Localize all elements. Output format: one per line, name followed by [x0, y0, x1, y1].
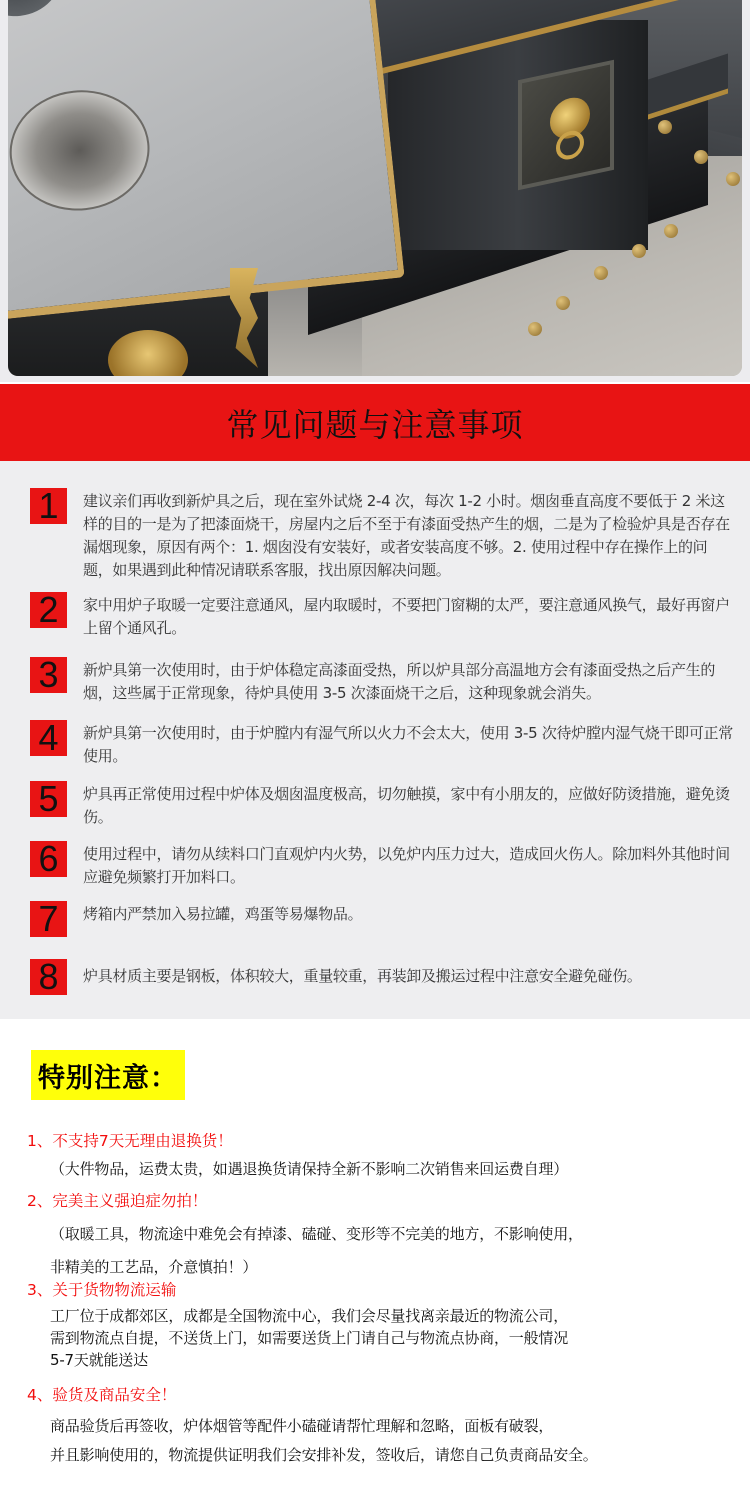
rivet-icon: [658, 120, 672, 134]
note-heading: 2、完美主义强迫症勿拍！: [27, 1192, 208, 1210]
note-body: [50, 1158, 568, 1179]
number-badge: 2: [30, 592, 67, 628]
note-line: 工厂位于成都郊区，成都是全国物流中心，我们会尽量找离亲最近的物流公司，: [50, 1307, 569, 1325]
product-photo-frame: [0, 0, 750, 382]
rivet-icon: [556, 296, 570, 310]
note-body: [50, 1218, 583, 1284]
note-heading: 1、不支持7天无理由退换货！: [27, 1132, 233, 1150]
rivet-icon: [632, 244, 646, 258]
photo-fire-door: [518, 60, 614, 190]
faq-item: [30, 956, 736, 997]
note-body: [50, 1412, 598, 1470]
faq-text: 建议亲们再收到新炉具之后，现在室外试烧 2-4 次，每次 1-2 小时。烟囱垂直高度不要低于 2 米这样的目的一是为了把漆面烧干，房屋内之后不至于有漆面受热产生的烟，二是为了检验炉具是否存在漏烟现象，原因有两个：1. 烟囱没有安装好，或者安装高度不够。2. 使用过程中存在操作上的问题，如果遇到此种情况请联系客服，找出原因解决问题。: [83, 492, 730, 579]
special-notice-title: 特别注意：: [38, 1062, 178, 1094]
faq-text: 新炉具第一次使用时，由于炉膛内有湿气所以火力不会太大，使用 3-5 次待炉膛内湿气烧干即可正常使用。: [83, 724, 733, 765]
number-badge: 7: [30, 901, 67, 937]
rivet-icon: [694, 150, 708, 164]
faq-header: [0, 384, 750, 461]
rivet-icon: [664, 224, 678, 238]
faq-text: 烤箱内严禁加入易拉罐，鸡蛋等易爆物品。: [83, 905, 363, 923]
special-notes: [0, 1019, 750, 1500]
photo-stove-panel: [8, 0, 405, 321]
faq-text: 使用过程中，请勿从续料口门直观炉内火势，以免炉内压力过大，造成回火伤人。除加料外其他时间应避免频繁打开加料口。: [83, 845, 730, 886]
note-line: （大件物品，运费太贵，如遇退换货请保持全新不影响二次销售来回运费自理）: [50, 1160, 569, 1178]
number-badge: 5: [30, 781, 67, 817]
faq-text: 新炉具第一次使用时，由于炉体稳定高漆面受热，所以炉具部分高温地方会有漆面受热之后产生的烟，这些属于正常现象，待炉具使用 3-5 次漆面烧干之后，这种现象就会消失。: [83, 661, 716, 702]
faq-item: [30, 717, 736, 768]
faq-list: [0, 461, 750, 1019]
note-line: 5-7天就能送达: [50, 1351, 148, 1369]
note-heading: 3、关于货物物流运输: [27, 1281, 177, 1299]
number-badge: 4: [30, 720, 67, 756]
note-line: （取暖工具，物流途中难免会有掉漆、磕碰、变形等不完美的地方，不影响使用，: [50, 1225, 583, 1243]
note-line: 需到物流点自提，不送货上门，如需要送货上门请自己与物流点协商，一般情况: [50, 1329, 569, 1347]
faq-item: [30, 898, 736, 939]
rivet-icon: [594, 266, 608, 280]
faq-text: 家中用炉子取暖一定要注意通风，屋内取暖时，不要把门窗糊的太严，要注意通风换气，最好再窗户上留个通风孔。: [83, 596, 730, 637]
note-line: 非精美的工艺品，介意慎拍！）: [50, 1258, 258, 1276]
faq-item: [30, 654, 736, 705]
number-badge: 8: [30, 959, 67, 995]
note-heading: 4、验货及商品安全！: [27, 1386, 177, 1404]
rivet-icon: [528, 322, 542, 336]
photo-burner-hole: [8, 0, 65, 21]
faq-item: [30, 778, 736, 829]
number-badge: 3: [30, 657, 67, 693]
rivet-icon: [726, 172, 740, 186]
special-notice-badge: [31, 1050, 185, 1100]
faq-item: [30, 589, 736, 640]
note-body: [50, 1305, 568, 1371]
faq-text: 炉具再正常使用过程中炉体及烟囱温度极高，切勿触摸，家中有小朋友的，应做好防烫措施，避免烫伤。: [83, 785, 730, 826]
product-photo: [8, 0, 742, 376]
photo-burner-hole: [8, 83, 155, 217]
faq-item: [30, 838, 736, 889]
faq-title: 常见问题与注意事项: [226, 405, 524, 444]
number-badge: 1: [30, 488, 67, 524]
note-line: 并且影响使用的，物流提供证明我们会安排补发，签收后，请您自己负责商品安全。: [50, 1446, 598, 1464]
faq-item: [30, 485, 736, 582]
note-line: 商品验货后再签收，炉体烟管等配件小磕碰请帮忙理解和忽略，面板有破裂，: [50, 1417, 554, 1435]
number-badge: 6: [30, 841, 67, 877]
faq-text: 炉具材质主要是钢板，体积较大，重量较重，再装卸及搬运过程中注意安全避免碰伤。: [83, 967, 642, 985]
